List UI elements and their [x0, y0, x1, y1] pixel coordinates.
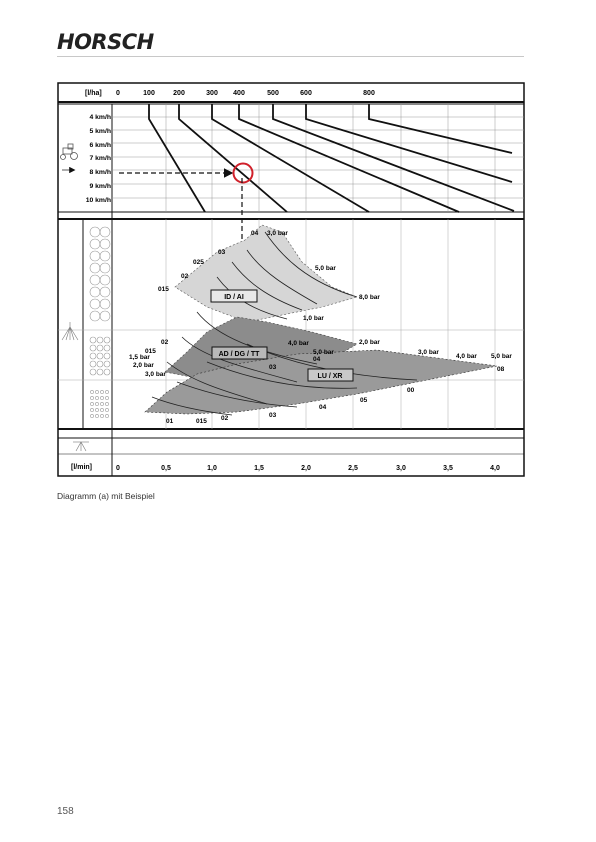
nozzle-label: 02: [181, 273, 189, 280]
nozzle-label: 015: [158, 286, 169, 293]
nozzle-label: 05: [360, 397, 368, 404]
pressure-label: 5,0 bar: [315, 265, 336, 272]
pressure-label: 3,0 bar: [418, 349, 439, 356]
rate-axis-labels: [116, 90, 375, 97]
nozzle-label: 04: [319, 404, 327, 411]
tractor-icon: [61, 144, 78, 160]
speed-label: 7 km/h: [89, 155, 111, 162]
pressure-label: 4,0 bar: [456, 353, 477, 360]
speed-label: 9 km/h: [89, 183, 111, 190]
nozzle-label: 015: [196, 418, 207, 425]
flow-tick: 2,0: [301, 465, 311, 472]
nozzle-label: 01: [166, 418, 174, 425]
nozzle-label: 02: [161, 339, 169, 346]
nozzle-type-ad-dg-tt: [212, 347, 267, 359]
nozzle-label: 3,0 bar: [145, 371, 166, 378]
nozzle-label: 00: [407, 387, 415, 394]
pressure-label: 8,0 bar: [359, 294, 380, 301]
rate-tick: 300: [206, 90, 218, 97]
nozzle-label: 03: [218, 249, 226, 256]
nozzle-type-id-ai: [211, 290, 257, 302]
speed-labels: [86, 114, 111, 204]
nozzle-selection-diagram: [57, 82, 525, 478]
type-label: LU / XR: [317, 373, 343, 380]
rate-tick: 100: [143, 90, 155, 97]
flow-scale-icon: [73, 442, 89, 451]
rate-tick: 200: [173, 90, 185, 97]
nozzle-label: 08: [497, 366, 505, 373]
horsch-logo: HORSCH: [57, 30, 154, 54]
pressure-label: 2,0 bar: [359, 339, 380, 346]
speed-grid: [112, 104, 524, 212]
flow-tick: 4,0: [490, 465, 500, 472]
rate-unit-label: [l/ha]: [85, 90, 102, 97]
header-divider: [57, 56, 524, 57]
flow-tick: 2,5: [348, 465, 358, 472]
flow-tick: 1,0: [207, 465, 217, 472]
page-number: 158: [57, 806, 74, 817]
nozzle-label: 04: [251, 230, 259, 237]
nozzle-label: 2,0 bar: [133, 362, 154, 369]
rate-line-100: [149, 104, 205, 212]
pressure-label: 3,0 bar: [267, 230, 288, 237]
flow-tick: 0,5: [161, 465, 171, 472]
nozzle-label: 04: [313, 356, 321, 363]
nozzle-label: 1,5 bar: [129, 354, 150, 361]
nozzle-label: 03: [269, 364, 277, 371]
nozzle-label: 015: [145, 348, 156, 355]
rate-tick: 800: [363, 90, 375, 97]
band-id-ai: [175, 225, 357, 322]
rate-tick: 0: [116, 90, 120, 97]
pressure-label: 4,0 bar: [288, 340, 309, 347]
rate-line-300: [212, 104, 369, 212]
flow-tick: 3,0: [396, 465, 406, 472]
droplet-size-icons: [90, 227, 110, 418]
nozzle-label: 02: [221, 415, 229, 422]
flow-axis-labels: [116, 465, 500, 472]
type-label: AD / DG / TT: [218, 351, 260, 358]
pressure-label: 5,0 bar: [313, 349, 334, 356]
flow-unit-label: [l/min]: [71, 464, 92, 471]
figure-caption: Diagramm (a) mit Beispiel: [57, 491, 155, 501]
flow-tick: 3,5: [443, 465, 453, 472]
type-label: ID / AI: [224, 294, 244, 301]
speed-label: 6 km/h: [89, 142, 111, 149]
speed-label: 8 km/h: [89, 169, 111, 176]
speed-label: 5 km/h: [89, 128, 111, 135]
speed-label: 4 km/h: [89, 114, 111, 121]
rate-tick: 600: [300, 90, 312, 97]
speed-label: 10 km/h: [85, 197, 111, 204]
speed-lines: [149, 104, 514, 212]
nozzle-label: 03: [269, 412, 277, 419]
flow-tick: 0: [116, 465, 120, 472]
rate-tick: 500: [267, 90, 279, 97]
flow-tick: 1,5: [254, 465, 264, 472]
pressure-label: 5,0 bar: [491, 353, 512, 360]
spray-nozzle-icon: [62, 322, 78, 340]
rate-line-400: [239, 104, 459, 212]
nozzle-label: 025: [193, 259, 204, 266]
rate-tick: 400: [233, 90, 245, 97]
pressure-label: 1,0 bar: [303, 315, 324, 322]
nozzle-type-lu-xr: [308, 369, 353, 381]
